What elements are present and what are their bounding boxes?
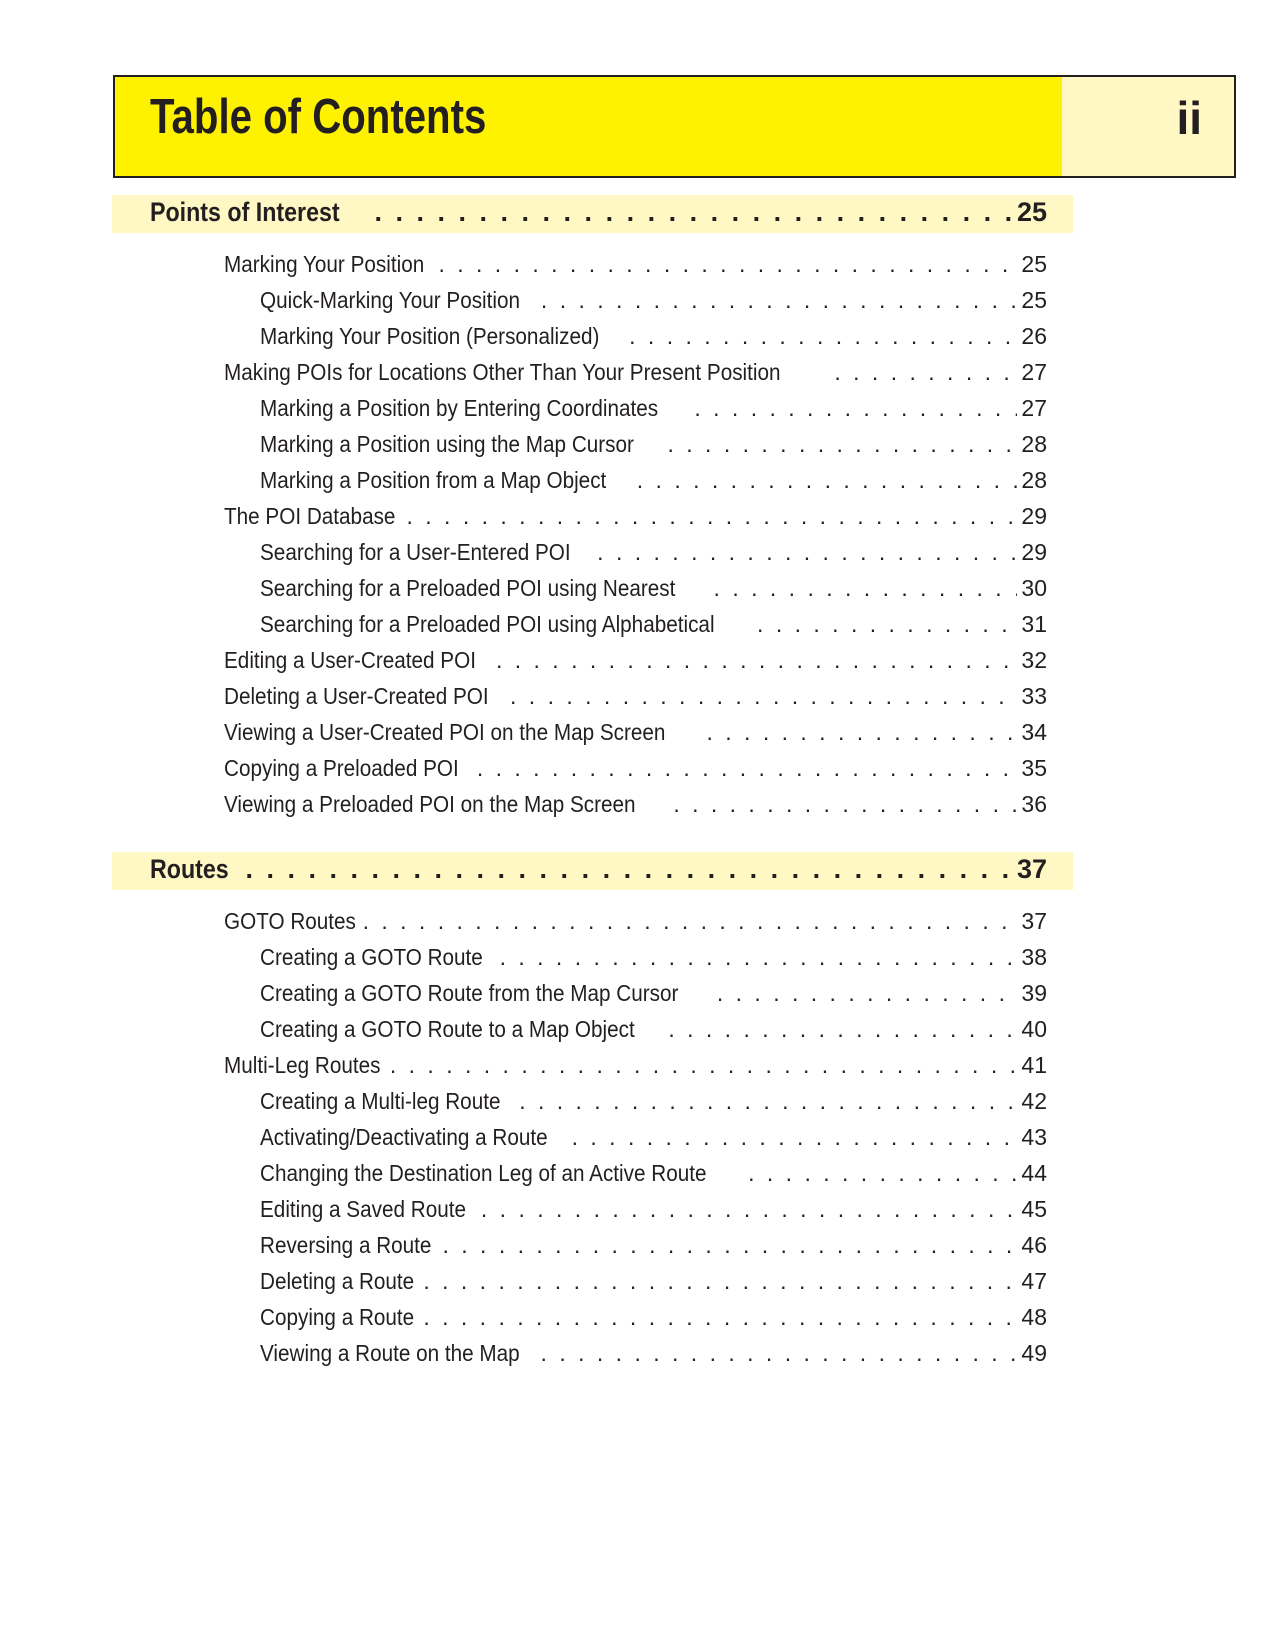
entry-page: 40 <box>1021 1016 1047 1042</box>
entry-page: 38 <box>1021 944 1047 970</box>
toc-entry[interactable] <box>224 359 1047 393</box>
toc-section-points-of-interest[interactable] <box>150 197 1047 231</box>
toc-entry[interactable] <box>260 395 1047 429</box>
dot-leader <box>714 575 1018 602</box>
toc-entry[interactable] <box>260 1160 1047 1194</box>
dot-leader <box>541 287 1017 314</box>
toc-entry[interactable] <box>260 1340 1047 1374</box>
dot-leader <box>834 359 1017 386</box>
dot-leader <box>519 1088 1017 1115</box>
toc-entry[interactable] <box>260 1232 1047 1266</box>
entry-label: Creating a GOTO Route <box>260 944 483 970</box>
entry-page: 25 <box>1021 251 1047 277</box>
page-number-band <box>1062 77 1234 176</box>
entry-label: The POI Database <box>224 503 396 529</box>
toc-entry[interactable] <box>224 791 1047 825</box>
entry-label: Activating/Deactivating a Route <box>260 1124 548 1150</box>
entry-page: 33 <box>1021 683 1047 709</box>
entry-label: Marking a Position by Entering Coordinates <box>260 395 659 421</box>
dot-leader <box>572 1124 1018 1151</box>
toc-entry[interactable] <box>224 1052 1047 1086</box>
dot-leader <box>541 1340 1018 1367</box>
toc-entry[interactable] <box>260 1016 1047 1050</box>
entry-page: 36 <box>1021 791 1047 817</box>
entry-page: 27 <box>1021 359 1047 385</box>
toc-entry[interactable] <box>260 287 1047 321</box>
dot-leader <box>673 791 1017 818</box>
toc-entry[interactable] <box>260 1304 1047 1338</box>
dot-leader <box>757 611 1017 638</box>
toc-entry[interactable] <box>260 980 1047 1014</box>
toc-entry[interactable] <box>260 1088 1047 1122</box>
toc-entry[interactable] <box>260 1268 1047 1302</box>
entry-label: Marking Your Position <box>224 251 425 277</box>
dot-leader <box>390 1052 1018 1079</box>
dot-leader <box>363 908 1018 935</box>
toc-entry[interactable] <box>260 467 1047 501</box>
entry-label: Viewing a Route on the Map <box>260 1340 520 1366</box>
dot-leader <box>375 197 1013 228</box>
entry-label: GOTO Routes <box>224 908 356 934</box>
section-page: 37 <box>1016 854 1047 884</box>
entry-page: 28 <box>1021 431 1047 457</box>
entry-page: 27 <box>1021 395 1047 421</box>
entry-label: Quick-Marking Your Position <box>260 287 521 313</box>
entry-label: Changing the Destination Leg of an Active Route <box>260 1160 707 1186</box>
dot-leader <box>707 719 1018 746</box>
dot-leader <box>668 1016 1017 1043</box>
dot-leader <box>637 467 1018 494</box>
entry-label: Multi-Leg Routes <box>224 1052 381 1078</box>
dot-leader <box>717 980 1018 1007</box>
entry-label: Creating a GOTO Route to a Map Object <box>260 1016 635 1042</box>
entry-page: 45 <box>1021 1196 1047 1222</box>
entry-label: Marking Your Position (Personalized) <box>260 323 600 349</box>
entry-label: Deleting a Route <box>260 1268 415 1294</box>
dot-leader <box>246 854 1013 885</box>
dot-leader <box>694 395 1017 422</box>
entry-page: 34 <box>1021 719 1047 745</box>
toc-entry[interactable] <box>260 539 1047 573</box>
dot-leader <box>496 647 1017 674</box>
entry-page: 47 <box>1021 1268 1047 1294</box>
toc-entry[interactable] <box>224 503 1047 537</box>
dot-leader <box>748 1160 1017 1187</box>
entry-label: Making POIs for Locations Other Than Your Present Position <box>224 359 781 385</box>
dot-leader <box>438 251 1017 278</box>
entry-page: 43 <box>1021 1124 1047 1150</box>
entry-label: Viewing a User-Created POI on the Map Screen <box>224 719 666 745</box>
toc-section-routes[interactable] <box>150 854 1047 888</box>
dot-leader <box>481 1196 1018 1223</box>
toc-entry[interactable] <box>224 755 1047 789</box>
entry-label: Reversing a Route <box>260 1232 432 1258</box>
dot-leader <box>629 323 1017 350</box>
entry-label: Copying a Preloaded POI <box>224 755 459 781</box>
entry-page: 42 <box>1021 1088 1047 1114</box>
dot-leader <box>423 1268 1017 1295</box>
toc-entry[interactable] <box>260 431 1047 465</box>
entry-page: 37 <box>1021 908 1047 934</box>
title-band <box>115 77 1062 176</box>
page-number: ii <box>1176 92 1202 144</box>
entry-page: 26 <box>1021 323 1047 349</box>
entry-label: Creating a Multi-leg Route <box>260 1088 501 1114</box>
section-title: Points of Interest <box>150 197 340 227</box>
entry-page: 44 <box>1021 1160 1047 1186</box>
entry-label: Editing a User-Created POI <box>224 647 476 673</box>
entry-page: 30 <box>1021 575 1047 601</box>
dot-leader <box>597 539 1017 566</box>
toc-entry[interactable] <box>224 719 1047 753</box>
entry-page: 39 <box>1021 980 1047 1006</box>
toc-entry[interactable] <box>260 1124 1047 1158</box>
section-title: Routes <box>150 854 229 884</box>
entry-page: 31 <box>1021 611 1047 637</box>
entry-page: 25 <box>1021 287 1047 313</box>
dot-leader <box>510 683 1017 710</box>
entry-label: Marking a Position from a Map Object <box>260 467 607 493</box>
dot-leader <box>443 1232 1018 1259</box>
toc-entry[interactable] <box>224 251 1047 285</box>
entry-label: Searching for a Preloaded POI using Alphabetical <box>260 611 715 637</box>
entry-label: Searching for a Preloaded POI using Nearest <box>260 575 676 601</box>
entry-page: 32 <box>1021 647 1047 673</box>
dot-leader <box>667 431 1017 458</box>
section-page: 25 <box>1016 197 1047 227</box>
entry-label: Deleting a User-Created POI <box>224 683 489 709</box>
toc-entry[interactable] <box>224 908 1047 942</box>
entry-page: 48 <box>1021 1304 1047 1330</box>
toc-entry[interactable] <box>260 323 1047 357</box>
toc-entry[interactable] <box>260 1196 1047 1230</box>
entry-label: Viewing a Preloaded POI on the Map Screen <box>224 791 636 817</box>
toc-entry[interactable] <box>260 575 1047 609</box>
entry-page: 29 <box>1021 503 1047 529</box>
toc-entry[interactable] <box>224 683 1047 717</box>
entry-page: 46 <box>1021 1232 1047 1258</box>
toc-entry[interactable] <box>224 647 1047 681</box>
toc-entry[interactable] <box>260 944 1047 978</box>
entry-label: Searching for a User-Entered POI <box>260 539 571 565</box>
toc-entry[interactable] <box>260 611 1047 645</box>
dot-leader <box>477 755 1018 782</box>
entry-label: Marking a Position using the Map Cursor <box>260 431 634 457</box>
dot-leader <box>423 1304 1017 1331</box>
entry-label: Creating a GOTO Route from the Map Cursor <box>260 980 679 1006</box>
dot-leader <box>500 944 1018 971</box>
entry-page: 29 <box>1021 539 1047 565</box>
entry-page: 41 <box>1021 1052 1047 1078</box>
dot-leader <box>407 503 1018 530</box>
entry-label: Copying a Route <box>260 1304 415 1330</box>
entry-page: 35 <box>1021 755 1047 781</box>
entry-label: Editing a Saved Route <box>260 1196 467 1222</box>
entry-page: 28 <box>1021 467 1047 493</box>
page-title: Table of Contents <box>150 90 487 144</box>
entry-page: 49 <box>1021 1340 1047 1366</box>
page-header <box>113 75 1236 178</box>
